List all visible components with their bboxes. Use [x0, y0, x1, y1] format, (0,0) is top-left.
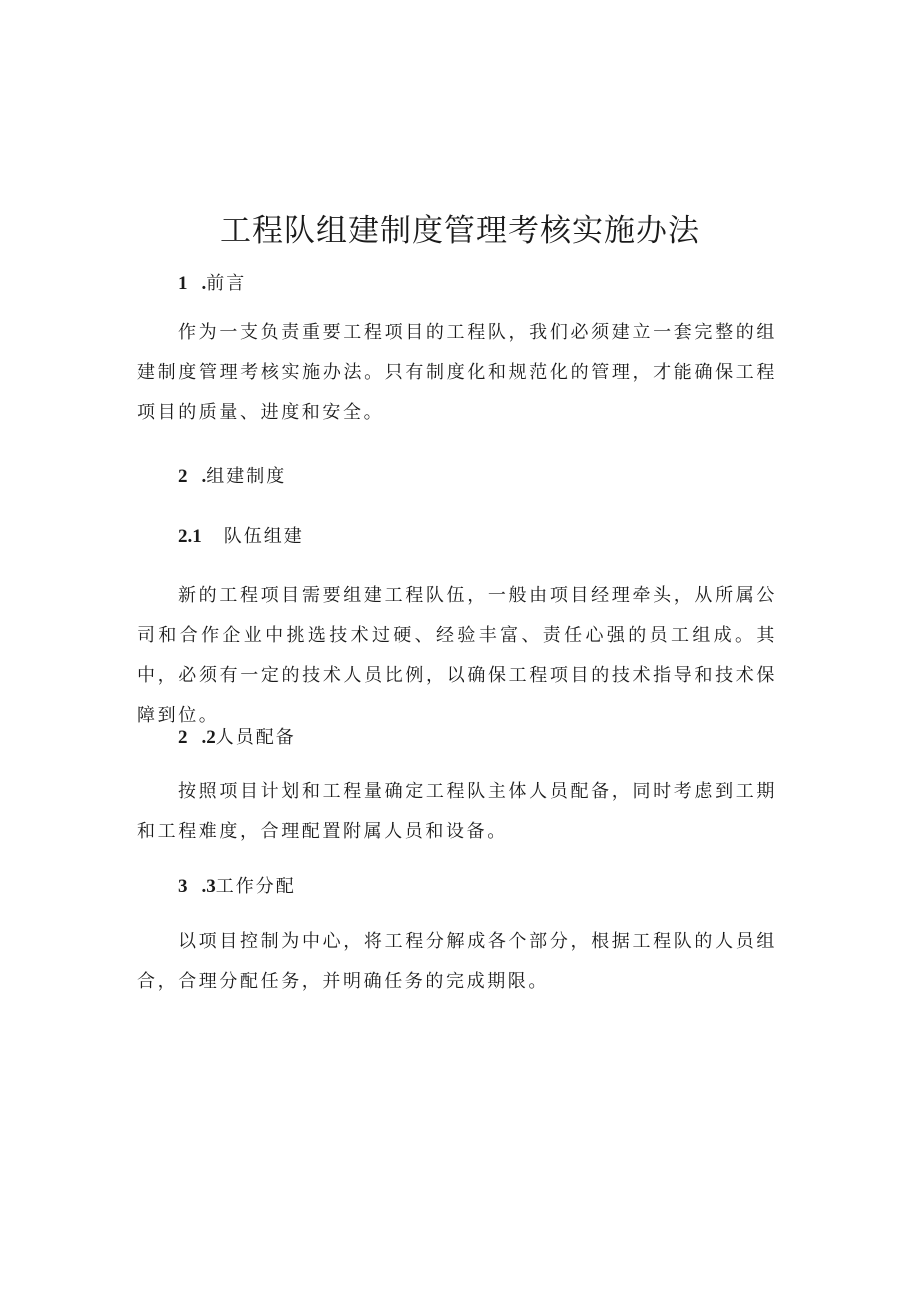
section-number: 2 [178, 727, 188, 748]
section-heading-2 [178, 462, 286, 492]
section-number: 2.1 [178, 526, 202, 547]
section-paragraph-1: 作为一支负责重要工程项目的工程队，我们必须建立一套完整的组建制度管理考核实施办法。只有制度化和规范化的管理，才能确保工程项目的质量、进度和安全。 [137, 322, 777, 423]
section-number-suffix: .3 [201, 876, 216, 897]
section-number: 1 [178, 273, 188, 294]
section-label: 队伍组建 [223, 526, 304, 547]
section-number-suffix: . [201, 273, 207, 294]
section-heading-2-2 [178, 723, 296, 753]
section-number-suffix: . [201, 466, 207, 487]
section-number-suffix: .2 [201, 727, 216, 748]
section-number: 3 [178, 876, 188, 897]
section-label: 组建制度 [206, 466, 287, 487]
section-label: 前言 [206, 273, 247, 294]
document-title: 工程队组建制度管理考核实施办法 [220, 213, 700, 249]
section-heading-2-1 [178, 522, 304, 552]
section-paragraph-2-1: 新的工程项目需要组建工程队伍，一般由项目经理牵头，从所属公司和合作企业中挑选技术过硬、经验丰富、责任心强的员工组成。其中，必须有一定的技术人员比例，以确保工程项目的技术指导和技术保障到位。 [137, 585, 777, 726]
section-heading-1 [178, 269, 246, 299]
section-label: 工作分配 [215, 876, 296, 897]
section-paragraph-3-3: 以项目控制为中心，将工程分解成各个部分，根据工程队的人员组合，合理分配任务，并明确任务的完成期限。 [137, 931, 777, 992]
section-number: 2 [178, 466, 188, 487]
section-label: 人员配备 [215, 727, 296, 748]
section-paragraph-2-2: 按照项目计划和工程量确定工程队主体人员配备，同时考虑到工期和工程难度，合理配置附属人员和设备。 [137, 781, 777, 842]
section-heading-3-3 [178, 872, 296, 902]
